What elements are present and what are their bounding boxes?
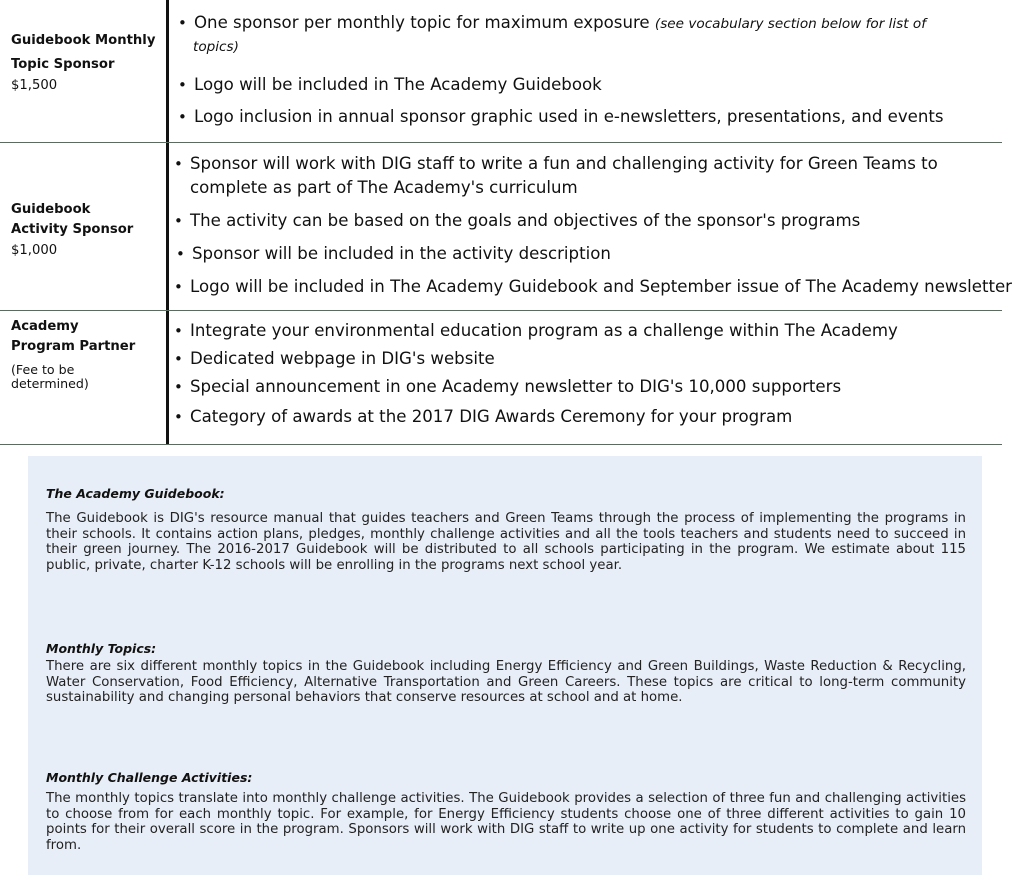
list-item: • Logo will be included in The Academy Guidebook [178,73,602,97]
vocab-body: There are six different monthly topics in the Guidebook including Energy Efficiency and Green Buildings, Waste Reduction & Recycling, Water Conservation, Food Efficiency, Alternative Transportation and Green Careers. These topics are critical to long-term community sustainability and changing personal behaviors that conserve resources at school and at home. [46,659,966,705]
bullet-icon: • [174,408,183,426]
vocabulary-section [28,456,982,875]
list-item: • Dedicated webpage in DIG's website [174,347,495,371]
bullet-icon: • [174,378,183,396]
row-divider [0,142,1002,143]
row-divider [0,444,1002,445]
bullet-icon: • [178,76,187,94]
note-text: topics) [193,39,239,55]
list-item: • The activity can be based on the goals and objectives of the sponsor's programs [174,209,860,233]
vocab-body: The Guidebook is DIG's resource manual that guides teachers and Green Teams through the process of implementing the programs in their schools. It contains action plans, pledges, monthly challenge activities and all the tools teachers and students need to succeed in their green journey. The 2016-2017 Guidebook will be distributed to all schools participating in the program. We estimate about 115 public, private, charter K-12 schools will be enrolling in the programs next school year. [46,511,966,573]
bullet-icon: • [178,14,187,32]
tier-title: Academy [11,319,79,334]
tier-title: Guidebook [11,202,91,217]
list-item: • Integrate your environmental education program as a challenge within The Academy [174,319,898,343]
vocab-body: The monthly topics translate into monthly challenge activities. The Guidebook provides a selection of three fun and challenging activities to choose from for each monthly topic. For example, for Energy Efficiency students choose one of three different activities to gain 10 points for their overall score in the program. Sponsors will work with DIG staff to write up one activity for students to complete and learn from. [46,791,966,853]
list-item: • Special announcement in one Academy newsletter to DIG's 10,000 supporters [174,375,841,399]
note-text: (see vocabulary section below for list of [654,16,927,32]
bullet-icon: • [174,278,183,296]
list-item: • Category of awards at the 2017 DIG Awards Ceremony for your program [174,405,792,429]
bullet-icon: • [174,212,183,230]
list-item-continuation: complete as part of The Academy's curriculum [190,178,578,197]
tier-title: Topic Sponsor [11,57,115,72]
tier-title: Guidebook Monthly [11,33,156,48]
list-item: • Sponsor will be included in the activity description [176,242,611,266]
vocab-heading: Monthly Topics: [46,641,157,656]
row-divider [0,310,1002,311]
vocab-heading: The Academy Guidebook: [46,486,225,501]
list-item: • Logo inclusion in annual sponsor graphic used in e-newsletters, presentations, and events [178,105,944,129]
bullet-icon: • [176,245,185,263]
tier-title: Activity Sponsor [11,222,134,237]
tier-price: $1,500 [11,78,58,93]
list-item: • Logo will be included in The Academy Guidebook and September issue of The Academy newsletter [174,275,1012,299]
bullet-icon: • [174,155,183,173]
list-item: • Sponsor will work with DIG staff to write a fun and challenging activity for Green Teams to [174,152,938,176]
row-3-label [11,317,161,391]
tier-price: $1,000 [11,243,58,258]
vocab-heading: Monthly Challenge Activities: [46,770,253,785]
bullet-icon: • [174,322,183,340]
column-divider [166,0,169,445]
list-item: • One sponsor per monthly topic for maximum exposure (see vocabulary section below for list of [178,11,926,36]
bullet-icon: • [178,108,187,126]
sponsorship-table [0,0,1012,445]
tier-fee: (Fee to be [11,362,75,377]
row-2-label [11,200,161,262]
tier-fee: determined) [11,376,89,391]
tier-title: Program Partner [11,339,136,354]
row-1-label [11,31,161,97]
bullet-icon: • [174,350,183,368]
